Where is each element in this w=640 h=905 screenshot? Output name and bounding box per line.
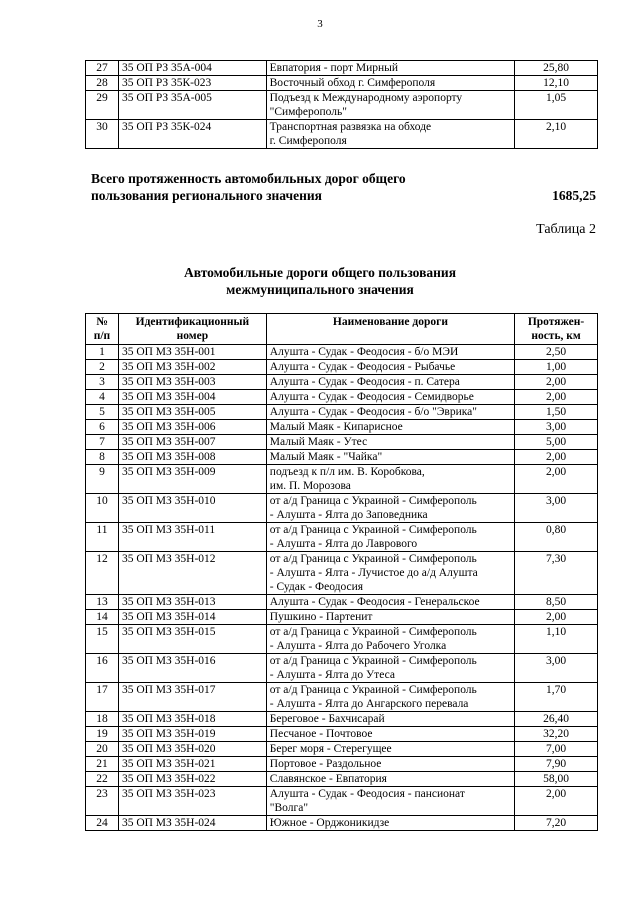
table-row (86, 742, 598, 757)
row-number: 18 (86, 712, 119, 727)
row-id: 35 ОП МЗ 35Н-016 (118, 654, 266, 683)
table-row (86, 712, 598, 727)
row-id: 35 ОП МЗ 35Н-015 (118, 625, 266, 654)
row-length: 2,00 (515, 450, 598, 465)
table-row (86, 523, 598, 552)
row-number: 8 (86, 450, 119, 465)
row-length: 2,00 (515, 610, 598, 625)
row-number: 4 (86, 390, 119, 405)
row-id: 35 ОП РЗ 35А-004 (118, 61, 266, 76)
section-title: Автомобильные дороги общего пользования межмуниципального значения (184, 265, 456, 297)
table-row (86, 345, 598, 360)
row-road-name: Алушта - Судак - Феодосия - Рыбачье (266, 360, 514, 375)
row-road-name: Восточный обход г. Симферополя (266, 76, 515, 91)
row-length: 32,20 (515, 727, 598, 742)
row-length: 26,40 (515, 712, 598, 727)
table-row (86, 450, 598, 465)
row-id: 35 ОП МЗ 35Н-007 (118, 435, 266, 450)
row-number: 23 (86, 787, 119, 816)
table-row (86, 76, 598, 91)
row-number: 2 (86, 360, 119, 375)
page-number: 3 (317, 18, 323, 30)
row-road-name: Алушта - Судак - Феодосия - Семидворье (266, 390, 514, 405)
row-length: 5,00 (515, 435, 598, 450)
row-number: 11 (86, 523, 119, 552)
table-row (86, 816, 598, 831)
row-road-name: Евпатория - порт Мирный (266, 61, 515, 76)
row-number: 3 (86, 375, 119, 390)
row-number: 13 (86, 595, 119, 610)
table-header-row (86, 314, 598, 345)
row-road-name: Пушкино - Партенит (266, 610, 514, 625)
table-row (86, 625, 598, 654)
row-road-name: от а/д Граница с Украиной - Симферополь - Алушта - Ялта до Заповедника (266, 494, 514, 523)
row-length: 3,00 (515, 494, 598, 523)
row-id: 35 ОП МЗ 35Н-018 (118, 712, 266, 727)
row-number: 1 (86, 345, 119, 360)
table-row (86, 465, 598, 494)
row-road-name: от а/д Граница с Украиной - Симферополь - Алушта - Ялта до Рабочего Уголка (266, 625, 514, 654)
row-length: 2,00 (515, 375, 598, 390)
row-road-name: Транспортная развязка на обходе г. Симферополя (266, 120, 515, 149)
table-row (86, 772, 598, 787)
row-length: 1,50 (515, 405, 598, 420)
table-row (86, 610, 598, 625)
row-road-name: Малый Маяк - Кипарисное (266, 420, 514, 435)
row-id: 35 ОП МЗ 35Н-005 (118, 405, 266, 420)
header-id: Идентификационный номер (118, 314, 266, 345)
table-row (86, 61, 598, 76)
row-number: 17 (86, 683, 119, 712)
row-road-name: Берег моря - Стерегущее (266, 742, 514, 757)
row-length: 1,10 (515, 625, 598, 654)
row-road-name: Малый Маяк - Утес (266, 435, 514, 450)
row-id: 35 ОП РЗ 35К-024 (118, 120, 266, 149)
row-road-name: Подъезд к Международному аэропорту "Симферополь" (266, 91, 515, 120)
total-length-summary (91, 170, 596, 204)
row-road-name: Береговое - Бахчисарай (266, 712, 514, 727)
row-id: 35 ОП МЗ 35Н-014 (118, 610, 266, 625)
row-id: 35 ОП МЗ 35Н-009 (118, 465, 266, 494)
row-road-name: Славянское - Евпатория (266, 772, 514, 787)
header-road-name: Наименование дороги (266, 314, 514, 345)
row-road-name: Песчаное - Почтовое (266, 727, 514, 742)
row-id: 35 ОП МЗ 35Н-001 (118, 345, 266, 360)
row-number: 14 (86, 610, 119, 625)
row-number: 21 (86, 757, 119, 772)
row-id: 35 ОП МЗ 35Н-002 (118, 360, 266, 375)
row-id: 35 ОП МЗ 35Н-017 (118, 683, 266, 712)
row-road-name: Алушта - Судак - Феодосия - Генеральское (266, 595, 514, 610)
row-number: 20 (86, 742, 119, 757)
row-road-name: Южное - Орджоникидзе (266, 816, 514, 831)
table-row (86, 120, 598, 149)
table-row (86, 683, 598, 712)
row-length: 2,00 (515, 787, 598, 816)
row-number: 12 (86, 552, 119, 595)
row-road-name: Алушта - Судак - Феодосия - б/о "Эврика" (266, 405, 514, 420)
row-id: 35 ОП МЗ 35Н-024 (118, 816, 266, 831)
regional-roads-table-continued (85, 60, 598, 149)
row-length: 58,00 (515, 772, 598, 787)
row-id: 35 ОП МЗ 35Н-022 (118, 772, 266, 787)
total-value: 1685,25 (552, 188, 596, 203)
row-id: 35 ОП МЗ 35Н-023 (118, 787, 266, 816)
row-length: 7,00 (515, 742, 598, 757)
row-number: 15 (86, 625, 119, 654)
row-road-name: Алушта - Судак - Феодосия - п. Сатера (266, 375, 514, 390)
row-length: 1,00 (515, 360, 598, 375)
row-length: 25,80 (515, 61, 598, 76)
table-row (86, 654, 598, 683)
row-id: 35 ОП РЗ 35К-023 (118, 76, 266, 91)
row-number: 10 (86, 494, 119, 523)
row-number: 5 (86, 405, 119, 420)
row-road-name: от а/д Граница с Украиной - Симферополь - Алушта - Ялта - Лучистое до а/д Алушта - Судак - Феодосия (266, 552, 514, 595)
row-id: 35 ОП МЗ 35Н-010 (118, 494, 266, 523)
row-length: 3,00 (515, 420, 598, 435)
row-id: 35 ОП МЗ 35Н-004 (118, 390, 266, 405)
row-road-name: Портовое - Раздольное (266, 757, 514, 772)
row-id: 35 ОП МЗ 35Н-021 (118, 757, 266, 772)
row-number: 22 (86, 772, 119, 787)
table-row (86, 420, 598, 435)
row-number: 7 (86, 435, 119, 450)
header-number: № п/п (86, 314, 119, 345)
table-row (86, 727, 598, 742)
total-label: Всего протяженность автомобильных дорог общего пользования регионального значения (91, 171, 406, 203)
row-road-name: от а/д Граница с Украиной - Симферополь - Алушта - Ялта до Лаврового (266, 523, 514, 552)
table-row (86, 787, 598, 816)
row-length: 2,10 (515, 120, 598, 149)
row-road-name: Алушта - Судак - Феодосия - пансионат "Волга" (266, 787, 514, 816)
row-length: 12,10 (515, 76, 598, 91)
table-label: Таблица 2 (536, 222, 596, 237)
row-road-name: Малый Маяк - "Чайка" (266, 450, 514, 465)
table-row (86, 757, 598, 772)
row-number: 19 (86, 727, 119, 742)
row-number: 27 (86, 61, 119, 76)
table-row (86, 552, 598, 595)
table-row (86, 494, 598, 523)
row-number: 29 (86, 91, 119, 120)
row-id: 35 ОП МЗ 35Н-012 (118, 552, 266, 595)
row-number: 30 (86, 120, 119, 149)
row-length: 3,00 (515, 654, 598, 683)
row-number: 24 (86, 816, 119, 831)
row-id: 35 ОП МЗ 35Н-006 (118, 420, 266, 435)
row-number: 9 (86, 465, 119, 494)
intermunicipal-roads-table (85, 313, 598, 831)
row-length: 2,00 (515, 390, 598, 405)
row-id: 35 ОП МЗ 35Н-019 (118, 727, 266, 742)
row-length: 2,50 (515, 345, 598, 360)
row-id: 35 ОП МЗ 35Н-008 (118, 450, 266, 465)
row-number: 6 (86, 420, 119, 435)
row-length: 7,30 (515, 552, 598, 595)
row-length: 7,90 (515, 757, 598, 772)
row-id: 35 ОП МЗ 35Н-003 (118, 375, 266, 390)
row-id: 35 ОП МЗ 35Н-013 (118, 595, 266, 610)
table-row (86, 435, 598, 450)
table-row (86, 595, 598, 610)
row-number: 16 (86, 654, 119, 683)
row-length: 1,70 (515, 683, 598, 712)
table-row (86, 405, 598, 420)
row-road-name: Алушта - Судак - Феодосия - б/о МЭИ (266, 345, 514, 360)
header-length: Протяжен- ность, км (515, 314, 598, 345)
row-number: 28 (86, 76, 119, 91)
table-row (86, 91, 598, 120)
row-id: 35 ОП МЗ 35Н-011 (118, 523, 266, 552)
row-length: 1,05 (515, 91, 598, 120)
row-road-name: от а/д Граница с Украиной - Симферополь - Алушта - Ялта до Ангарского перевала (266, 683, 514, 712)
table-row (86, 360, 598, 375)
table-row (86, 390, 598, 405)
row-length: 8,50 (515, 595, 598, 610)
row-length: 2,00 (515, 465, 598, 494)
row-road-name: от а/д Граница с Украиной - Симферополь - Алушта - Ялта до Утеса (266, 654, 514, 683)
row-id: 35 ОП МЗ 35Н-020 (118, 742, 266, 757)
row-id: 35 ОП РЗ 35А-005 (118, 91, 266, 120)
row-road-name: подъезд к п/л им. В. Коробкова, им. П. Морозова (266, 465, 514, 494)
row-length: 0,80 (515, 523, 598, 552)
table-row (86, 375, 598, 390)
row-length: 7,20 (515, 816, 598, 831)
